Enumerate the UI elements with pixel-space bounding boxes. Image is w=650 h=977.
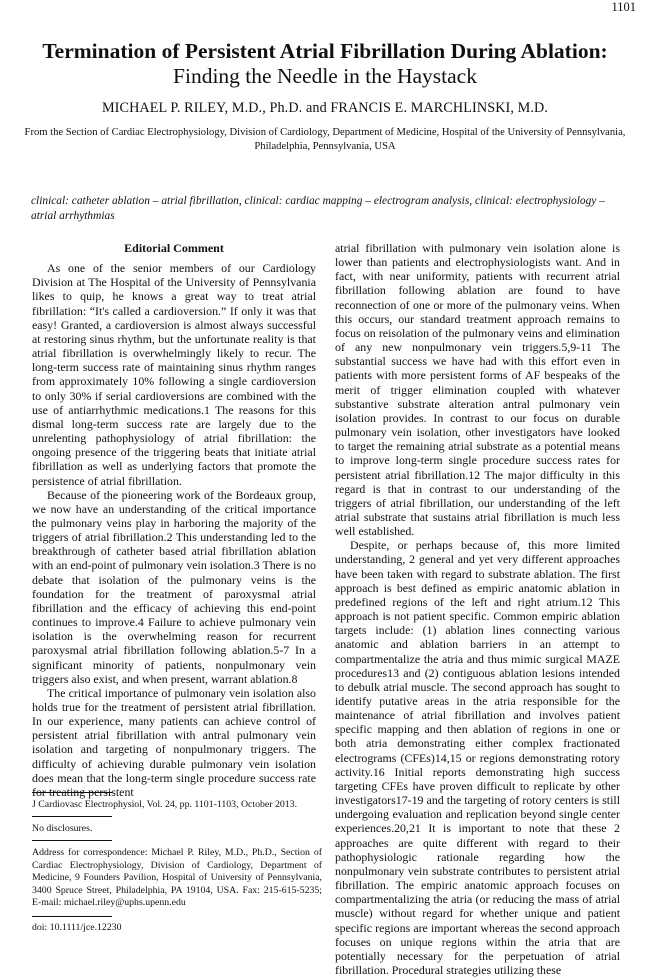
paragraph: Despite, or perhaps because of, this more limited understanding, 2 general and yet very different approaches have been taken with regard to substrate ablation. The first approach is best defined as empiric anatomic ablation in predefined regions of the left and right atrium.12 This approach is not patient specific. Common empiric ablation targets include: (1) ablation lines connecting various anatomic and ablation barriers in an attempt to compartmentalize the atria and thus mimic surgical MAZE procedures13 and (2) contiguous ablation lesions intended to debulk atrial muscle. The second approach has sought to identify putative areas in the atria responsible for the maintenance of atrial fibrillation and involves patient specific mapping and then ablation of regions in one or both atria demonstrating either complex fractionated electrograms (CFEs)14,15 or regions demonstrating rotory activity.16 Initial reports demonstrating high success targeting CFEs have proven difficult to replicate by other investigators17-19 and the targeting of rotory centers is still undergoing evaluation and replication beyond single center experiences.20,21 It is important to note that these 2 approaches are quite different with regard to their pathophysiologic rationale regarding how the nonpulmonary vein substrate contributes to persistent atrial fibrillation. The empiric anatomic approach focuses on compartmentalizing the atria (or reducing the mass of atrial muscle) without regard for whether unique and patient specific regions are important whereas the second approach focuses on unique regions within the atria that are potentially necessary for the perpetuation of atrial fibrillation. Procedural strategies utilizing these — [335, 538, 620, 977]
correspondence-address: Address for correspondence: Michael P. Riley, M.D., Ph.D., Section of Cardiac Electrophysiology, Division of Cardiology, Department of Medicine, 9 Founders Pavilion, Hospital of University of Pennsylvania, 3400 Spruce Street, Philadelphia, PA 19104, USA. Fax: 215-615-5235; E-mail: michael.riley@uphs.upenn.edu — [32, 847, 322, 909]
article-subtitle: Finding the Needle in the Haystack — [173, 64, 477, 88]
disclosures: No disclosures. — [32, 823, 93, 834]
affiliation: From the Section of Cardiac Electrophysiology, Division of Cardiology, Department of Medicine, Hospital of the University of Pennsylvania, Philadelphia, Pennsylvania, USA — [24, 127, 626, 152]
paragraph: The critical importance of pulmonary vein isolation also holds true for the treatment of persistent atrial fibrillation. In our experience, many patients can achieve control of persistent atrial fibrillation with antral pulmonary vein isolation and targeting of nonpulmonary triggers. The difficulty of achieving durable pulmonary vein isolation does mean that the long-term single procedure success rate for treating persistent — [32, 685, 316, 799]
right-column — [335, 241, 620, 977]
left-column — [32, 241, 316, 799]
page-number: 1101 — [611, 0, 636, 14]
paragraph: As one of the senior members of our Cardiology Division at The Hospital of the University of Pennsylvania likes to quip, he knows a great way to treat atrial fibrillation: “It's called a cardioversion.” If only it was that easy! Granted, a cardioversion is almost always successful at restoring sinus rhythm, but the unfortunate reality is that atrial fibrillation is overwhelmingly likely to recur. The long-term success rate of maintaining sinus rhythm ranges from approximately 10% following a single cardioversion to only 30% if serial cardioversions are combined with the use of antiarrhythmic medications.1 The reasons for this dismal long-term success rate are largely due to the unrelenting pathophysiology of atrial fibrillation: the ongoing presence of the triggering beats that initiate atrial fibrillation as well as underlying factors that promote the persistence of atrial fibrillation. — [32, 261, 316, 488]
paragraph: Because of the pioneering work of the Bordeaux group, we now have an understanding of the critical importance the pulmonary veins play in harboring the majority of the triggers of atrial fibrillation.2 This understanding led to the breakthrough of catheter based atrial fibrillation ablation with an end-point of pulmonary vein isolation.3 There is no debate that isolation of the pulmonary veins is the foundation for the treatment of paroxysmal atrial fibrillation and the efficacy of achieving this end-point continues to improve.4 Failure to achieve pulmonary vein isolation is the overwhelming reason for recurrent paroxysmal atrial fibrillation following ablation.5-7 In a significant minority of patients, nonpulmonary vein triggers also exist, and when present, warrant ablation.8 — [32, 487, 316, 686]
article-title: Termination of Persistent Atrial Fibrillation During Ablation: — [42, 39, 608, 63]
footnote-divider — [32, 816, 112, 817]
footnote-divider — [32, 916, 112, 917]
footnote-divider — [32, 840, 112, 841]
doi: doi: 10.1111/jce.12230 — [32, 922, 122, 933]
authors: MICHAEL P. RILEY, M.D., Ph.D. and FRANCIS E. MARCHLINSKI, M.D. — [101, 100, 549, 116]
paragraph: atrial fibrillation with pulmonary vein isolation alone is lower than patients and electrophysiologists want. And in fact, with near uniformity, patients with recurrent atrial fibrillation following ablation are found to have reconnection of one or more of the pulmonary veins. When this occurs, our standard treatment approach remains to focus on reisolation of the pulmonary veins and elimination of any new nonpulmonary vein triggers.5,9-11 The substantial success we have had with this effort even in patients with more persistent forms of AF bespeaks of the merit of trigger elimination coupled with whatever substantive substrate alteration antral pulmonary vein isolation provides. In contrast to our focus on durable pulmonary vein isolation, other investigators have looked to target the remaining atrial substrate as a potential means to improve long-term single procedure success rates for persistent atrial fibrillation.12 The major difficulty in this regard is that in contrast to our understanding of the triggers of atrial fibrillation, our understanding of the left atrial substrate that sustains atrial fibrillation is much less well established. — [335, 241, 620, 539]
section-heading: Editorial Comment — [124, 241, 224, 255]
keywords: clinical: catheter ablation – atrial fibrillation, clinical: cardiac mapping – electrogram analysis, clinical: electrophysiology – atrial arrhythmias — [31, 195, 605, 222]
footnote-divider — [32, 792, 112, 793]
journal-citation: J Cardiovasc Electrophysiol, Vol. 24, pp. 1101-1103, October 2013. — [32, 799, 298, 810]
